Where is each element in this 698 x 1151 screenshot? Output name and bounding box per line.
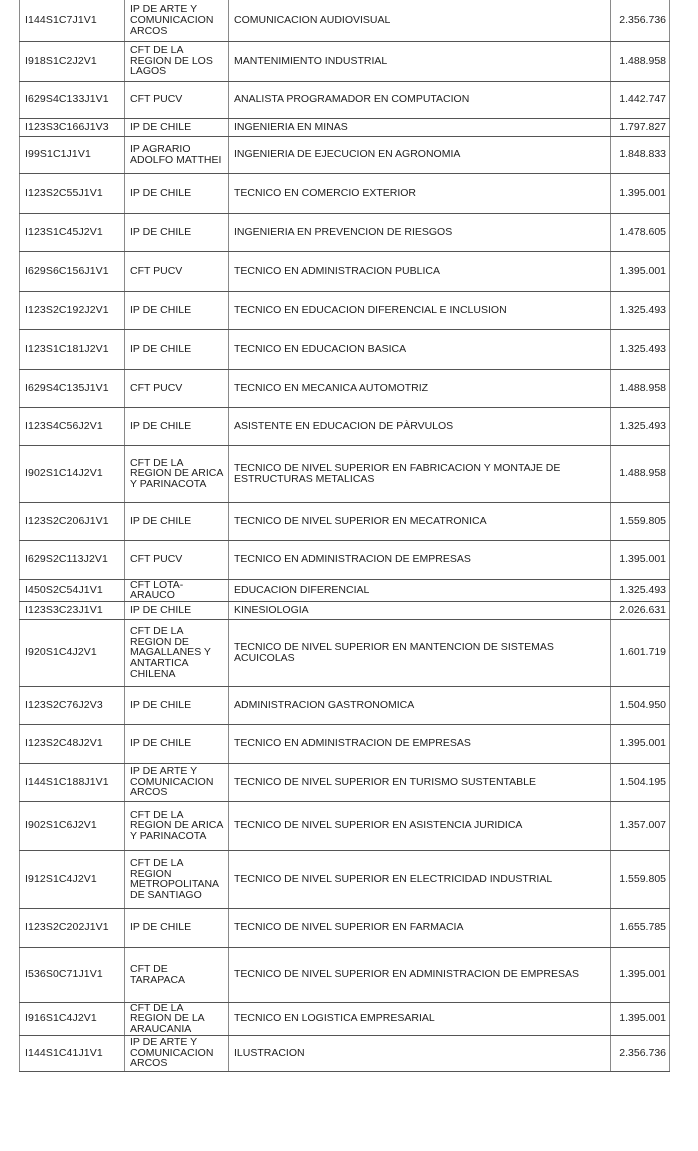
program-code-cell: I629S6C156J1V1 <box>20 251 125 291</box>
institution-cell: CFT DE LA REGION DE LOS LAGOS <box>125 41 229 81</box>
program-code-cell: I123S2C192J2V1 <box>20 291 125 329</box>
table-row <box>20 540 670 579</box>
table-row <box>20 601 670 619</box>
institution-cell: IP DE ARTE Y COMUNICACION ARCOS <box>125 1035 229 1071</box>
program-name-cell: ASISTENTE EN EDUCACION DE PÀRVULOS <box>229 407 611 445</box>
institution-cell: IP DE CHILE <box>125 329 229 369</box>
institution-cell: IP DE CHILE <box>125 118 229 136</box>
program-name-cell: TECNICO EN ADMINISTRACION DE EMPRESAS <box>229 540 611 579</box>
program-name-cell: TECNICO EN MECANICA AUTOMOTRIZ <box>229 369 611 407</box>
table-row <box>20 173 670 213</box>
institution-cell: CFT PUCV <box>125 540 229 579</box>
institution-cell: CFT DE LA REGION DE LA ARAUCANIA <box>125 1002 229 1035</box>
program-name-cell: INGENIERIA DE EJECUCION EN AGRONOMIA <box>229 136 611 173</box>
amount-cell: 2.356.736 <box>611 1035 670 1071</box>
program-code-cell: I536S0C71J1V1 <box>20 947 125 1002</box>
institution-cell: CFT PUCV <box>125 369 229 407</box>
program-code-cell: I629S4C135J1V1 <box>20 369 125 407</box>
program-name-cell: TECNICO DE NIVEL SUPERIOR EN ASISTENCIA JURIDICA <box>229 801 611 850</box>
table-row <box>20 81 670 118</box>
institution-cell: IP DE CHILE <box>125 173 229 213</box>
institution-cell: IP DE CHILE <box>125 601 229 619</box>
program-code-cell: I123S2C55J1V1 <box>20 173 125 213</box>
institution-cell: IP DE CHILE <box>125 213 229 251</box>
program-name-cell: MANTENIMIENTO INDUSTRIAL <box>229 41 611 81</box>
amount-cell: 1.357.007 <box>611 801 670 850</box>
program-name-cell: TECNICO EN EDUCACION BASICA <box>229 329 611 369</box>
program-code-cell: I123S1C181J2V1 <box>20 329 125 369</box>
program-code-cell: I450S2C54J1V1 <box>20 579 125 601</box>
program-name-cell: TECNICO EN LOGISTICA EMPRESARIAL <box>229 1002 611 1035</box>
amount-cell: 1.325.493 <box>611 407 670 445</box>
program-code-cell: I123S3C166J1V3 <box>20 118 125 136</box>
amount-cell: 1.504.950 <box>611 686 670 724</box>
amount-cell: 1.797.827 <box>611 118 670 136</box>
institution-cell: IP DE CHILE <box>125 724 229 763</box>
program-code-cell: I99S1C1J1V1 <box>20 136 125 173</box>
amount-cell: 1.395.001 <box>611 724 670 763</box>
institution-cell: CFT DE LA REGION DE MAGALLANES Y ANTARTICA CHILENA <box>125 619 229 686</box>
program-code-cell: I123S2C202J1V1 <box>20 908 125 947</box>
table-row <box>20 850 670 908</box>
program-code-cell: I123S4C56J2V1 <box>20 407 125 445</box>
table-row <box>20 686 670 724</box>
program-code-cell: I629S4C133J1V1 <box>20 81 125 118</box>
program-name-cell: TECNICO EN EDUCACION DIFERENCIAL E INCLUSION <box>229 291 611 329</box>
table-row <box>20 213 670 251</box>
institution-cell: IP DE CHILE <box>125 686 229 724</box>
program-code-cell: I144S1C41J1V1 <box>20 1035 125 1071</box>
program-name-cell: ILUSTRACION <box>229 1035 611 1071</box>
table-row <box>20 369 670 407</box>
institution-cell: IP DE CHILE <box>125 291 229 329</box>
amount-cell: 1.601.719 <box>611 619 670 686</box>
amount-cell: 1.325.493 <box>611 291 670 329</box>
program-code-cell: I123S3C23J1V1 <box>20 601 125 619</box>
program-code-cell: I902S1C6J2V1 <box>20 801 125 850</box>
program-name-cell: TECNICO DE NIVEL SUPERIOR EN ELECTRICIDAD INDUSTRIAL <box>229 850 611 908</box>
amount-cell: 1.395.001 <box>611 540 670 579</box>
amount-cell: 1.325.493 <box>611 329 670 369</box>
amount-cell: 1.395.001 <box>611 1002 670 1035</box>
program-code-cell: I902S1C14J2V1 <box>20 445 125 502</box>
table-row <box>20 763 670 801</box>
program-code-cell: I912S1C4J2V1 <box>20 850 125 908</box>
amount-cell: 2.356.736 <box>611 0 670 41</box>
table-row <box>20 251 670 291</box>
program-code-cell: I123S2C76J2V3 <box>20 686 125 724</box>
table-row <box>20 1002 670 1035</box>
program-name-cell: TECNICO DE NIVEL SUPERIOR EN MANTENCION DE SISTEMAS ACUICOLAS <box>229 619 611 686</box>
program-name-cell: TECNICO DE NIVEL SUPERIOR EN FARMACIA <box>229 908 611 947</box>
program-name-cell: TECNICO DE NIVEL SUPERIOR EN FABRICACION Y MONTAJE DE ESTRUCTURAS METALICAS <box>229 445 611 502</box>
program-code-cell: I123S2C48J2V1 <box>20 724 125 763</box>
table-row <box>20 908 670 947</box>
programs-table-body <box>20 0 670 1071</box>
amount-cell: 1.442.747 <box>611 81 670 118</box>
institution-cell: CFT DE LA REGION DE ARICA Y PARINACOTA <box>125 445 229 502</box>
institution-cell: CFT DE TARAPACA <box>125 947 229 1002</box>
institution-cell: IP DE CHILE <box>125 502 229 540</box>
amount-cell: 2.026.631 <box>611 601 670 619</box>
amount-cell: 1.559.805 <box>611 850 670 908</box>
program-name-cell: TECNICO DE NIVEL SUPERIOR EN TURISMO SUSTENTABLE <box>229 763 611 801</box>
table-row <box>20 801 670 850</box>
table-row <box>20 947 670 1002</box>
table-row <box>20 0 670 41</box>
table-row <box>20 118 670 136</box>
program-name-cell: TECNICO DE NIVEL SUPERIOR EN MECATRONICA <box>229 502 611 540</box>
amount-cell: 1.655.785 <box>611 908 670 947</box>
institution-cell: IP AGRARIO ADOLFO MATTHEI <box>125 136 229 173</box>
table-row <box>20 619 670 686</box>
program-code-cell: I144S1C7J1V1 <box>20 0 125 41</box>
institution-cell: CFT DE LA REGION DE ARICA Y PARINACOTA <box>125 801 229 850</box>
program-name-cell: TECNICO EN ADMINISTRACION DE EMPRESAS <box>229 724 611 763</box>
institution-cell: IP DE CHILE <box>125 908 229 947</box>
amount-cell: 1.504.195 <box>611 763 670 801</box>
amount-cell: 1.478.605 <box>611 213 670 251</box>
amount-cell: 1.395.001 <box>611 173 670 213</box>
program-name-cell: TECNICO DE NIVEL SUPERIOR EN ADMINISTRACION DE EMPRESAS <box>229 947 611 1002</box>
institution-cell: CFT DE LA REGION METROPOLITANA DE SANTIAGO <box>125 850 229 908</box>
institution-cell: IP DE ARTE Y COMUNICACION ARCOS <box>125 0 229 41</box>
institution-cell: CFT PUCV <box>125 81 229 118</box>
program-code-cell: I123S2C206J1V1 <box>20 502 125 540</box>
institution-cell: IP DE CHILE <box>125 407 229 445</box>
program-name-cell: TECNICO EN ADMINISTRACION PUBLICA <box>229 251 611 291</box>
institution-cell: CFT LOTA-ARAUCO <box>125 579 229 601</box>
program-code-cell: I144S1C188J1V1 <box>20 763 125 801</box>
amount-cell: 1.395.001 <box>611 251 670 291</box>
amount-cell: 1.488.958 <box>611 41 670 81</box>
program-name-cell: EDUCACION DIFERENCIAL <box>229 579 611 601</box>
program-name-cell: KINESIOLOGIA <box>229 601 611 619</box>
amount-cell: 1.488.958 <box>611 369 670 407</box>
amount-cell: 1.559.805 <box>611 502 670 540</box>
table-row <box>20 1035 670 1071</box>
amount-cell: 1.848.833 <box>611 136 670 173</box>
amount-cell: 1.395.001 <box>611 947 670 1002</box>
program-name-cell: INGENIERIA EN PREVENCION DE RIESGOS <box>229 213 611 251</box>
table-row <box>20 407 670 445</box>
amount-cell: 1.488.958 <box>611 445 670 502</box>
table-row <box>20 41 670 81</box>
table-row <box>20 724 670 763</box>
program-name-cell: TECNICO EN COMERCIO EXTERIOR <box>229 173 611 213</box>
program-name-cell: COMUNICACION AUDIOVISUAL <box>229 0 611 41</box>
program-code-cell: I920S1C4J2V1 <box>20 619 125 686</box>
amount-cell: 1.325.493 <box>611 579 670 601</box>
table-row <box>20 502 670 540</box>
program-code-cell: I916S1C4J2V1 <box>20 1002 125 1035</box>
program-code-cell: I629S2C113J2V1 <box>20 540 125 579</box>
program-name-cell: ADMINISTRACION GASTRONOMICA <box>229 686 611 724</box>
table-row <box>20 329 670 369</box>
program-code-cell: I123S1C45J2V1 <box>20 213 125 251</box>
program-name-cell: ANALISTA PROGRAMADOR EN COMPUTACION <box>229 81 611 118</box>
table-row <box>20 579 670 601</box>
program-name-cell: INGENIERIA EN MINAS <box>229 118 611 136</box>
programs-table <box>19 0 670 1072</box>
table-row <box>20 291 670 329</box>
table-row <box>20 136 670 173</box>
institution-cell: IP DE ARTE Y COMUNICACION ARCOS <box>125 763 229 801</box>
institution-cell: CFT PUCV <box>125 251 229 291</box>
table-row <box>20 445 670 502</box>
program-code-cell: I918S1C2J2V1 <box>20 41 125 81</box>
